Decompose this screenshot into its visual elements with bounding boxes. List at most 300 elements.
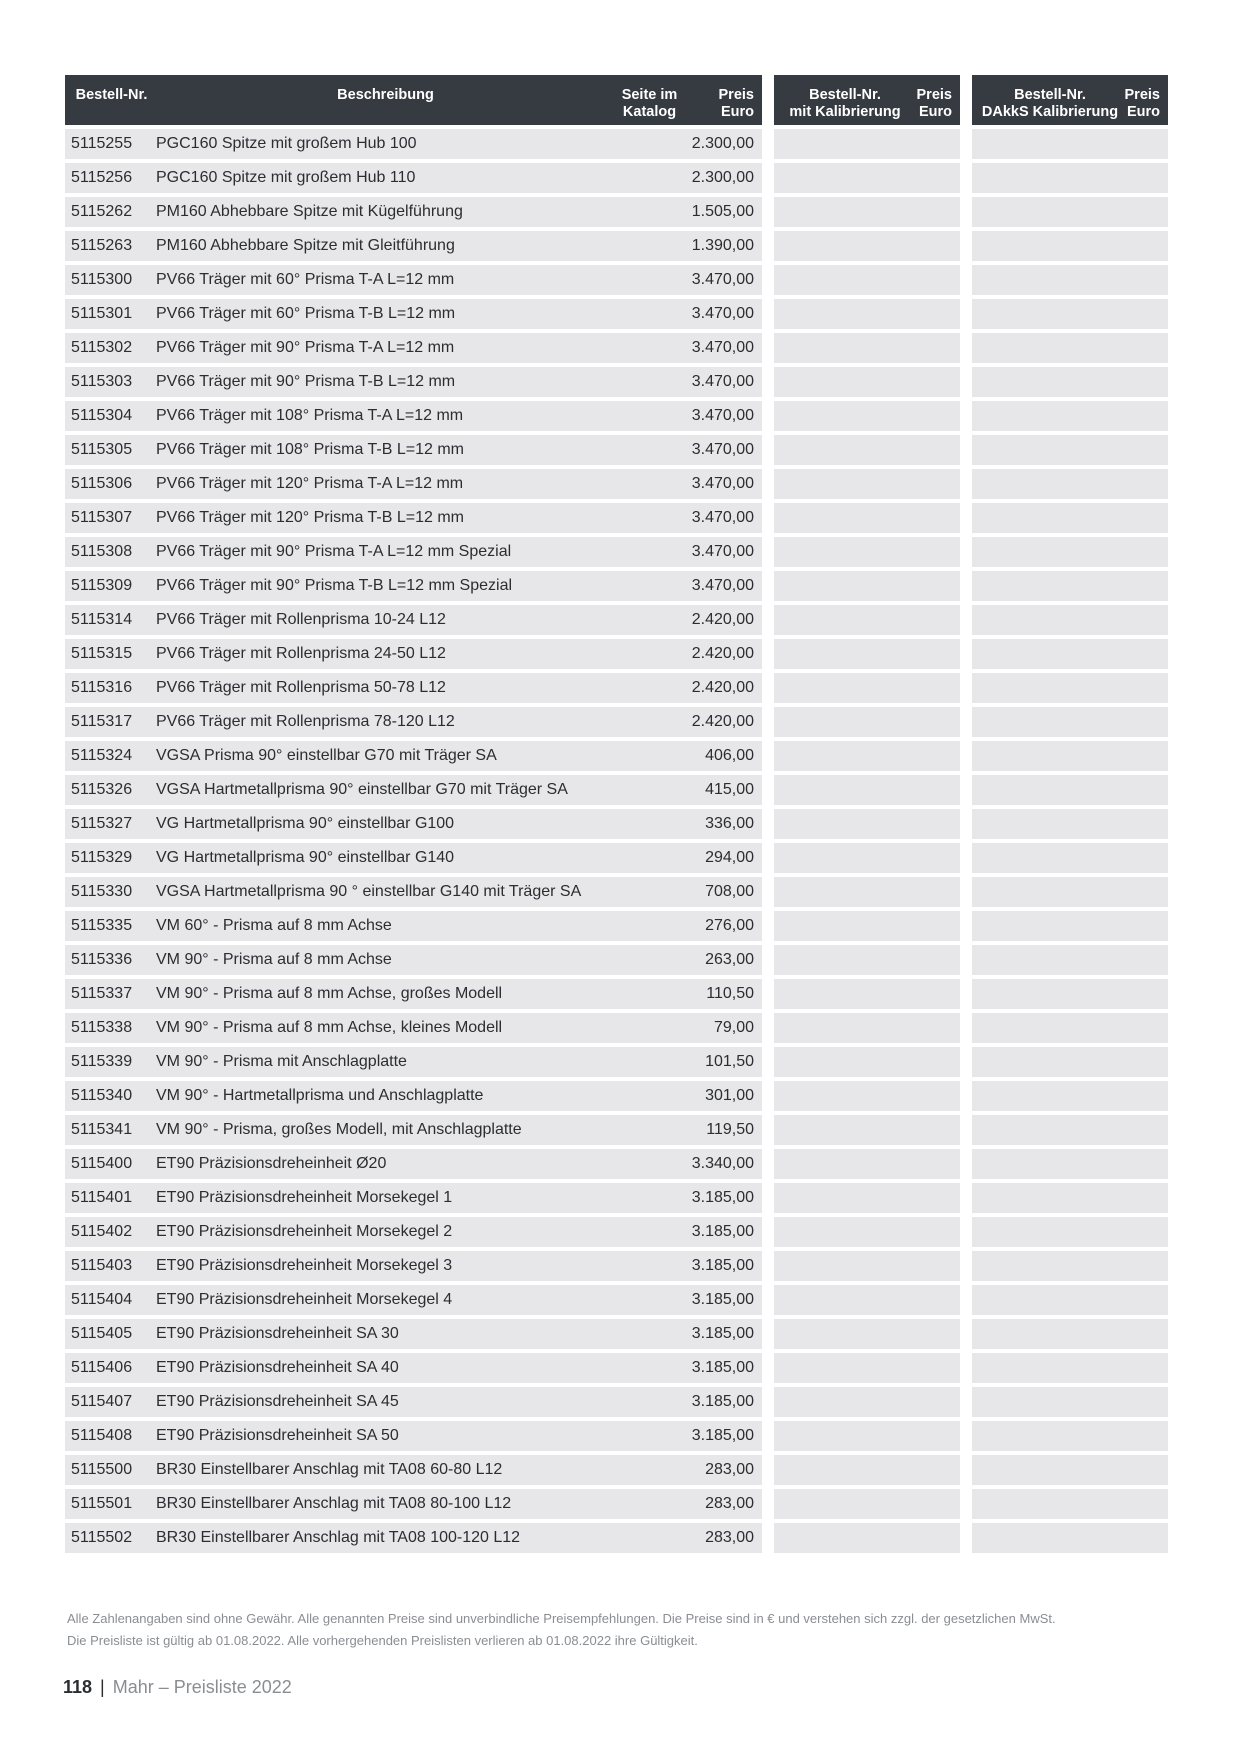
cell-gap <box>762 401 774 431</box>
cell-preis-kalibrierung <box>910 809 960 839</box>
cell-gap <box>762 1251 774 1281</box>
cell-bestell-nr-kalibrierung <box>774 877 910 907</box>
cell-gap <box>960 503 972 533</box>
cell-beschreibung: PM160 Abhebbare Spitze mit Gleitführung <box>152 231 615 261</box>
page-footer <box>63 1677 292 1698</box>
cell-gap <box>762 741 774 771</box>
cell-bestell-nr-kalibrierung <box>774 1285 910 1315</box>
cell-gap <box>960 1285 972 1315</box>
cell-bestell-nr-dakks <box>972 333 1122 363</box>
cell-preis: 3.340,00 <box>680 1149 762 1179</box>
cell-beschreibung: ET90 Präzisionsdreheinheit SA 50 <box>152 1421 615 1451</box>
cell-preis-dakks <box>1122 1183 1168 1213</box>
cell-bestell-nr-kalibrierung <box>774 1489 910 1519</box>
cell-gap <box>960 537 972 567</box>
table-row <box>65 231 1168 261</box>
cell-bestell-nr-kalibrierung <box>774 1013 910 1043</box>
cell-bestell-nr-dakks <box>972 1421 1122 1451</box>
cell-bestell-nr: 5115262 <box>65 197 152 227</box>
cell-preis: 2.420,00 <box>680 639 762 669</box>
cell-bestell-nr-dakks <box>972 401 1122 431</box>
cell-preis: 3.185,00 <box>680 1183 762 1213</box>
cell-bestell-nr-kalibrierung <box>774 401 910 431</box>
table-row <box>65 1285 1168 1315</box>
cell-gap <box>762 1081 774 1111</box>
cell-bestell-nr-dakks <box>972 163 1122 193</box>
cell-preis: 3.470,00 <box>680 333 762 363</box>
cell-gap <box>762 231 774 261</box>
cell-preis: 3.470,00 <box>680 401 762 431</box>
cell-bestell-nr-dakks <box>972 1047 1122 1077</box>
cell-bestell-nr: 5115502 <box>65 1523 152 1553</box>
cell-preis-dakks <box>1122 1285 1168 1315</box>
cell-gap <box>960 877 972 907</box>
cell-preis-kalibrierung <box>910 707 960 737</box>
cell-seite-im-katalog <box>615 979 680 1009</box>
cell-preis-dakks <box>1122 469 1168 499</box>
table-row <box>65 1081 1168 1111</box>
cell-gap <box>762 435 774 465</box>
cell-beschreibung: PM160 Abhebbare Spitze mit Kügelführung <box>152 197 615 227</box>
cell-seite-im-katalog <box>615 775 680 805</box>
cell-bestell-nr-dakks <box>972 673 1122 703</box>
cell-bestell-nr: 5115401 <box>65 1183 152 1213</box>
cell-gap <box>762 1183 774 1213</box>
cell-beschreibung: ET90 Präzisionsdreheinheit SA 40 <box>152 1353 615 1383</box>
cell-beschreibung: ET90 Präzisionsdreheinheit Ø20 <box>152 1149 615 1179</box>
cell-bestell-nr-kalibrierung <box>774 469 910 499</box>
cell-seite-im-katalog <box>615 163 680 193</box>
cell-gap <box>960 1455 972 1485</box>
cell-bestell-nr-dakks <box>972 1115 1122 1145</box>
cell-seite-im-katalog <box>615 1217 680 1247</box>
cell-bestell-nr-dakks <box>972 1013 1122 1043</box>
cell-gap <box>762 163 774 193</box>
cell-bestell-nr: 5115300 <box>65 265 152 295</box>
cell-preis-kalibrierung <box>910 197 960 227</box>
cell-beschreibung: PV66 Träger mit 108° Prisma T-B L=12 mm <box>152 435 615 465</box>
cell-bestell-nr-kalibrierung <box>774 1353 910 1383</box>
cell-gap <box>960 231 972 261</box>
cell-preis: 3.185,00 <box>680 1217 762 1247</box>
cell-beschreibung: ET90 Präzisionsdreheinheit Morsekegel 3 <box>152 1251 615 1281</box>
cell-gap <box>960 333 972 363</box>
table-row <box>65 673 1168 703</box>
cell-gap <box>762 639 774 669</box>
cell-bestell-nr-kalibrierung <box>774 1523 910 1553</box>
cell-seite-im-katalog <box>615 1523 680 1553</box>
cell-gap <box>960 299 972 329</box>
cell-bestell-nr: 5115400 <box>65 1149 152 1179</box>
cell-gap <box>762 503 774 533</box>
cell-preis-kalibrierung <box>910 299 960 329</box>
cell-beschreibung: ET90 Präzisionsdreheinheit Morsekegel 4 <box>152 1285 615 1315</box>
cell-bestell-nr-dakks <box>972 843 1122 873</box>
cell-preis-kalibrierung <box>910 1081 960 1111</box>
cell-bestell-nr: 5115316 <box>65 673 152 703</box>
cell-preis-kalibrierung <box>910 1387 960 1417</box>
cell-gap <box>960 843 972 873</box>
cell-bestell-nr-kalibrierung <box>774 1183 910 1213</box>
cell-seite-im-katalog <box>615 707 680 737</box>
table-row <box>65 1455 1168 1485</box>
cell-preis: 101,50 <box>680 1047 762 1077</box>
cell-bestell-nr-kalibrierung <box>774 1421 910 1451</box>
cell-preis-kalibrierung <box>910 1251 960 1281</box>
cell-bestell-nr-dakks <box>972 979 1122 1009</box>
cell-bestell-nr-dakks <box>972 741 1122 771</box>
cell-seite-im-katalog <box>615 843 680 873</box>
cell-gap <box>960 673 972 703</box>
table-row <box>65 1523 1168 1553</box>
cell-preis: 3.470,00 <box>680 265 762 295</box>
cell-gap <box>762 469 774 499</box>
cell-bestell-nr-kalibrierung <box>774 197 910 227</box>
cell-bestell-nr-dakks <box>972 1217 1122 1247</box>
cell-bestell-nr-kalibrierung <box>774 979 910 1009</box>
cell-preis-dakks <box>1122 1217 1168 1247</box>
cell-seite-im-katalog <box>615 333 680 363</box>
table-row <box>65 435 1168 465</box>
table-row <box>65 1013 1168 1043</box>
header-gap <box>762 75 774 125</box>
cell-beschreibung: VM 90° - Prisma mit Anschlagplatte <box>152 1047 615 1077</box>
cell-preis-kalibrierung <box>910 537 960 567</box>
cell-seite-im-katalog <box>615 1319 680 1349</box>
cell-seite-im-katalog <box>615 1013 680 1043</box>
cell-bestell-nr: 5115304 <box>65 401 152 431</box>
cell-beschreibung: VGSA Hartmetallprisma 90 ° einstellbar G140 mit Träger SA <box>152 877 615 907</box>
cell-beschreibung: ET90 Präzisionsdreheinheit Morsekegel 2 <box>152 1217 615 1247</box>
cell-gap <box>762 1285 774 1315</box>
cell-bestell-nr-dakks <box>972 1489 1122 1519</box>
cell-preis-kalibrierung <box>910 401 960 431</box>
cell-bestell-nr-dakks <box>972 1353 1122 1383</box>
cell-bestell-nr-dakks <box>972 197 1122 227</box>
cell-preis-kalibrierung <box>910 1455 960 1485</box>
cell-preis: 406,00 <box>680 741 762 771</box>
cell-preis-dakks <box>1122 979 1168 1009</box>
cell-seite-im-katalog <box>615 809 680 839</box>
cell-bestell-nr-kalibrierung <box>774 1217 910 1247</box>
cell-preis: 2.420,00 <box>680 605 762 635</box>
cell-bestell-nr-dakks <box>972 1285 1122 1315</box>
cell-seite-im-katalog <box>615 1489 680 1519</box>
cell-bestell-nr: 5115314 <box>65 605 152 635</box>
cell-preis-dakks <box>1122 843 1168 873</box>
cell-bestell-nr: 5115301 <box>65 299 152 329</box>
page-number: 118 <box>63 1677 93 1697</box>
cell-bestell-nr-kalibrierung <box>774 809 910 839</box>
cell-bestell-nr: 5115327 <box>65 809 152 839</box>
cell-gap <box>960 741 972 771</box>
cell-preis: 301,00 <box>680 1081 762 1111</box>
cell-bestell-nr-kalibrierung <box>774 1319 910 1349</box>
cell-seite-im-katalog <box>615 1455 680 1485</box>
cell-preis-dakks <box>1122 197 1168 227</box>
table-row <box>65 945 1168 975</box>
table-row <box>65 639 1168 669</box>
cell-gap <box>960 197 972 227</box>
cell-beschreibung: VM 90° - Prisma auf 8 mm Achse, großes Modell <box>152 979 615 1009</box>
cell-seite-im-katalog <box>615 367 680 397</box>
cell-preis: 263,00 <box>680 945 762 975</box>
cell-gap <box>960 435 972 465</box>
cell-bestell-nr-kalibrierung <box>774 639 910 669</box>
cell-preis-dakks <box>1122 1387 1168 1417</box>
cell-bestell-nr-kalibrierung <box>774 605 910 635</box>
cell-preis-dakks <box>1122 265 1168 295</box>
cell-preis: 1.505,00 <box>680 197 762 227</box>
footnote-line-2: Die Preisliste ist gültig ab 01.08.2022. Alle vorhergehenden Preislisten verlieren ab 01.08.2022 ihre Gültigkeit. <box>67 1633 698 1648</box>
cell-preis-dakks <box>1122 775 1168 805</box>
table-row <box>65 1115 1168 1145</box>
cell-preis-kalibrierung <box>910 673 960 703</box>
cell-preis-kalibrierung <box>910 469 960 499</box>
cell-bestell-nr: 5115263 <box>65 231 152 261</box>
cell-preis-kalibrierung <box>910 1421 960 1451</box>
cell-gap <box>762 673 774 703</box>
header-preis-dakks: Preis Euro <box>1122 75 1168 125</box>
cell-preis-dakks <box>1122 231 1168 261</box>
cell-preis: 3.470,00 <box>680 503 762 533</box>
cell-bestell-nr: 5115305 <box>65 435 152 465</box>
cell-preis-dakks <box>1122 129 1168 159</box>
header-beschreibung: Beschreibung <box>152 75 615 125</box>
cell-seite-im-katalog <box>615 469 680 499</box>
cell-beschreibung: PV66 Träger mit 108° Prisma T-A L=12 mm <box>152 401 615 431</box>
cell-preis-dakks <box>1122 1319 1168 1349</box>
cell-bestell-nr: 5115500 <box>65 1455 152 1485</box>
header-bestell-nr-kalibrierung: Bestell-Nr. mit Kalibrierung <box>774 75 910 125</box>
cell-preis-dakks <box>1122 673 1168 703</box>
cell-seite-im-katalog <box>615 877 680 907</box>
table-row <box>65 129 1168 159</box>
cell-gap <box>762 979 774 1009</box>
cell-preis-kalibrierung <box>910 503 960 533</box>
cell-bestell-nr-kalibrierung <box>774 435 910 465</box>
cell-gap <box>762 1217 774 1247</box>
cell-bestell-nr: 5115405 <box>65 1319 152 1349</box>
cell-preis: 3.470,00 <box>680 469 762 499</box>
cell-bestell-nr: 5115337 <box>65 979 152 1009</box>
cell-gap <box>960 707 972 737</box>
cell-beschreibung: VM 90° - Prisma, großes Modell, mit Anschlagplatte <box>152 1115 615 1145</box>
cell-gap <box>762 571 774 601</box>
footnote-line-1: Alle Zahlenangaben sind ohne Gewähr. Alle genannten Preise sind unverbindliche Preisempfehlungen. Die Preise sind in € und verstehen sich zzgl. der gesetzlichen MwSt. <box>67 1611 1056 1626</box>
cell-bestell-nr-kalibrierung <box>774 1081 910 1111</box>
cell-seite-im-katalog <box>615 1149 680 1179</box>
cell-preis: 3.185,00 <box>680 1387 762 1417</box>
cell-preis: 1.390,00 <box>680 231 762 261</box>
cell-bestell-nr-dakks <box>972 1149 1122 1179</box>
cell-bestell-nr-dakks <box>972 945 1122 975</box>
cell-preis-kalibrierung <box>910 129 960 159</box>
footer-separator: | <box>100 1677 105 1697</box>
cell-preis: 119,50 <box>680 1115 762 1145</box>
cell-gap <box>960 1217 972 1247</box>
table-row <box>65 571 1168 601</box>
table-row <box>65 197 1168 227</box>
cell-gap <box>762 1523 774 1553</box>
cell-bestell-nr-dakks <box>972 537 1122 567</box>
table-row <box>65 401 1168 431</box>
cell-gap <box>762 197 774 227</box>
cell-preis-kalibrierung <box>910 979 960 1009</box>
cell-bestell-nr-dakks <box>972 503 1122 533</box>
cell-preis-dakks <box>1122 1251 1168 1281</box>
cell-preis-dakks <box>1122 741 1168 771</box>
table-row <box>65 1217 1168 1247</box>
cell-bestell-nr: 5115324 <box>65 741 152 771</box>
cell-bestell-nr-kalibrierung <box>774 741 910 771</box>
table-row <box>65 741 1168 771</box>
table-row <box>65 1183 1168 1213</box>
cell-bestell-nr: 5115335 <box>65 911 152 941</box>
cell-bestell-nr-dakks <box>972 299 1122 329</box>
cell-gap <box>960 1387 972 1417</box>
cell-preis-kalibrierung <box>910 1285 960 1315</box>
cell-gap <box>960 401 972 431</box>
cell-preis: 110,50 <box>680 979 762 1009</box>
cell-beschreibung: ET90 Präzisionsdreheinheit Morsekegel 1 <box>152 1183 615 1213</box>
cell-bestell-nr-dakks <box>972 1081 1122 1111</box>
cell-bestell-nr: 5115329 <box>65 843 152 873</box>
cell-beschreibung: PV66 Träger mit 90° Prisma T-B L=12 mm Spezial <box>152 571 615 601</box>
cell-gap <box>762 775 774 805</box>
cell-bestell-nr-kalibrierung <box>774 1115 910 1145</box>
cell-seite-im-katalog <box>615 1081 680 1111</box>
cell-seite-im-katalog <box>615 911 680 941</box>
cell-preis: 283,00 <box>680 1489 762 1519</box>
cell-preis: 79,00 <box>680 1013 762 1043</box>
cell-bestell-nr-dakks <box>972 707 1122 737</box>
cell-preis-dakks <box>1122 333 1168 363</box>
cell-preis: 3.470,00 <box>680 571 762 601</box>
cell-gap <box>960 979 972 1009</box>
cell-gap <box>960 1047 972 1077</box>
cell-gap <box>960 775 972 805</box>
cell-bestell-nr: 5115404 <box>65 1285 152 1315</box>
cell-seite-im-katalog <box>615 537 680 567</box>
cell-preis-kalibrierung <box>910 333 960 363</box>
table-row <box>65 537 1168 567</box>
cell-preis-dakks <box>1122 1081 1168 1111</box>
cell-preis-kalibrierung <box>910 1149 960 1179</box>
cell-preis-kalibrierung <box>910 571 960 601</box>
cell-preis: 276,00 <box>680 911 762 941</box>
cell-beschreibung: PV66 Träger mit 60° Prisma T-B L=12 mm <box>152 299 615 329</box>
cell-gap <box>762 1149 774 1179</box>
cell-preis: 294,00 <box>680 843 762 873</box>
cell-gap <box>960 571 972 601</box>
cell-gap <box>960 367 972 397</box>
table-row <box>65 1149 1168 1179</box>
cell-beschreibung: BR30 Einstellbarer Anschlag mit TA08 80-100 L12 <box>152 1489 615 1519</box>
cell-seite-im-katalog <box>615 231 680 261</box>
cell-gap <box>762 367 774 397</box>
cell-bestell-nr-dakks <box>972 605 1122 635</box>
cell-bestell-nr-kalibrierung <box>774 775 910 805</box>
cell-bestell-nr-dakks <box>972 129 1122 159</box>
cell-preis: 708,00 <box>680 877 762 907</box>
cell-gap <box>960 809 972 839</box>
price-table <box>65 71 1168 1557</box>
cell-gap <box>762 1455 774 1485</box>
cell-gap <box>762 1489 774 1519</box>
table-header-row <box>65 75 1168 125</box>
header-bestell-nr-dakks: Bestell-Nr. DAkkS Kalibrierung <box>972 75 1122 125</box>
cell-gap <box>762 333 774 363</box>
cell-bestell-nr-kalibrierung <box>774 1047 910 1077</box>
cell-bestell-nr-dakks <box>972 639 1122 669</box>
header-seite-im-katalog: Seite im Katalog <box>615 75 680 125</box>
cell-gap <box>960 469 972 499</box>
cell-preis-dakks <box>1122 605 1168 635</box>
cell-gap <box>960 1489 972 1519</box>
cell-bestell-nr: 5115407 <box>65 1387 152 1417</box>
cell-gap <box>762 843 774 873</box>
cell-bestell-nr: 5115317 <box>65 707 152 737</box>
cell-bestell-nr: 5115308 <box>65 537 152 567</box>
cell-gap <box>762 265 774 295</box>
cell-preis-kalibrierung <box>910 877 960 907</box>
cell-preis-dakks <box>1122 571 1168 601</box>
cell-bestell-nr-dakks <box>972 1387 1122 1417</box>
cell-seite-im-katalog <box>615 945 680 975</box>
cell-preis: 2.300,00 <box>680 129 762 159</box>
cell-gap <box>762 877 774 907</box>
cell-bestell-nr-dakks <box>972 571 1122 601</box>
cell-bestell-nr-dakks <box>972 1455 1122 1485</box>
cell-bestell-nr-dakks <box>972 1251 1122 1281</box>
cell-preis-kalibrierung <box>910 741 960 771</box>
cell-preis: 3.185,00 <box>680 1319 762 1349</box>
cell-seite-im-katalog <box>615 299 680 329</box>
cell-seite-im-katalog <box>615 605 680 635</box>
cell-bestell-nr-kalibrierung <box>774 537 910 567</box>
cell-preis-dakks <box>1122 911 1168 941</box>
cell-bestell-nr-kalibrierung <box>774 163 910 193</box>
cell-beschreibung: PV66 Träger mit Rollenprisma 10-24 L12 <box>152 605 615 635</box>
header-preis-euro: Preis Euro <box>680 75 762 125</box>
cell-bestell-nr-kalibrierung <box>774 129 910 159</box>
cell-bestell-nr: 5115403 <box>65 1251 152 1281</box>
cell-bestell-nr-kalibrierung <box>774 1251 910 1281</box>
cell-preis-kalibrierung <box>910 1523 960 1553</box>
cell-beschreibung: PGC160 Spitze mit großem Hub 110 <box>152 163 615 193</box>
table-row <box>65 1251 1168 1281</box>
cell-preis-kalibrierung <box>910 1217 960 1247</box>
cell-preis-kalibrierung <box>910 1115 960 1145</box>
cell-beschreibung: BR30 Einstellbarer Anschlag mit TA08 60-80 L12 <box>152 1455 615 1485</box>
cell-gap <box>762 1387 774 1417</box>
cell-bestell-nr: 5115326 <box>65 775 152 805</box>
cell-preis: 3.470,00 <box>680 367 762 397</box>
cell-seite-im-katalog <box>615 503 680 533</box>
cell-bestell-nr-dakks <box>972 1523 1122 1553</box>
cell-gap <box>960 639 972 669</box>
cell-preis: 3.185,00 <box>680 1353 762 1383</box>
cell-preis: 3.185,00 <box>680 1285 762 1315</box>
cell-bestell-nr-kalibrierung <box>774 707 910 737</box>
cell-preis-kalibrierung <box>910 605 960 635</box>
cell-preis-dakks <box>1122 1455 1168 1485</box>
table-row <box>65 1047 1168 1077</box>
cell-preis-dakks <box>1122 1489 1168 1519</box>
cell-bestell-nr-kalibrierung <box>774 299 910 329</box>
table-row <box>65 1319 1168 1349</box>
